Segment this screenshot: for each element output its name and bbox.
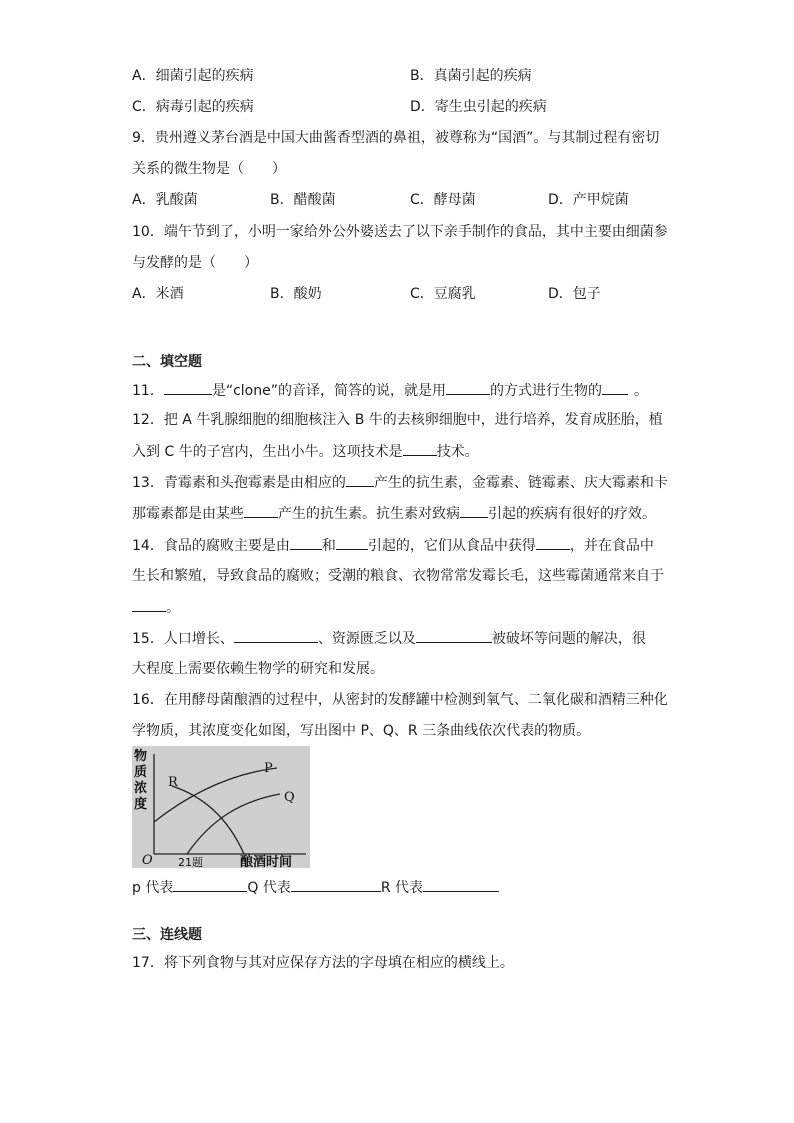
- q13-text-c: 那霉素都是由某些: [132, 506, 244, 522]
- q13-text-d: 产生的抗生素。抗生素对致病: [278, 506, 460, 522]
- q11-end: 。: [633, 383, 648, 399]
- q14-end: 。: [166, 600, 180, 616]
- curve-q-label: Q: [284, 790, 295, 805]
- q10-option-b: B．酸奶: [270, 286, 322, 302]
- q14-line2: 生长和繁殖，导致食品的腐败；受潮的粮食、衣物常常发霉长毛，这些霉菌通常来自于: [132, 568, 664, 584]
- q11-blank-2[interactable]: [446, 380, 490, 395]
- q15-text-a: 15．人口增长、: [132, 631, 234, 647]
- q14-line1: [132, 535, 654, 556]
- q8-option-b: B．真菌引起的疾病: [410, 68, 532, 84]
- q9-option-b: B．醋酸菌: [270, 192, 336, 208]
- q11-text-2: 是“clone”的音译，简答的说，就是用: [211, 383, 446, 399]
- concentration-graph-svg: [132, 746, 310, 868]
- q8-option-a: A．细菌引起的疾病: [132, 68, 254, 84]
- q8-option-d: D．寄生虫引起的疾病: [410, 99, 547, 115]
- q13-text-e: 引起的疾病有很好的疗效。: [488, 506, 656, 522]
- concentration-graph: [132, 746, 310, 868]
- y-label-char-2: 质: [134, 765, 148, 780]
- r-label: R 代表: [380, 880, 424, 896]
- q15-line2: 大程度上需要依赖生物学的研究和发展。: [132, 661, 384, 677]
- q14-text-c: 引起的，它们从食品中获得: [367, 538, 536, 554]
- q9-stem-line2: 关系的微生物是（ ）: [132, 161, 286, 177]
- q9-stem-line1: 9．贵州遵义茅台酒是中国大曲酱香型酒的鼻祖，被尊称为“国酒”。与其制过程有密切: [132, 130, 660, 146]
- q14-blank-1[interactable]: [290, 535, 322, 550]
- q9-option-a: A．乳酸菌: [132, 192, 198, 208]
- q-blank[interactable]: [291, 877, 381, 892]
- q8-option-c: C．病毒引起的疾病: [132, 99, 254, 115]
- q13-blank-1[interactable]: [346, 472, 374, 487]
- q17-stem: 17．将下列食物与其对应保存方法的字母填在相应的横线上。: [132, 955, 514, 971]
- q16-line1: 16．在用酵母菌酿酒的过程中，从密封的发酵罐中检测到氧气、二氧化碳和酒精三种化: [132, 692, 668, 708]
- q14-blank-3[interactable]: [536, 535, 570, 550]
- q16-line2: 学物质，其浓度变化如图，写出图中 P、Q、R 三条曲线依次代表的物质。: [132, 723, 591, 739]
- q15-blank-2[interactable]: [416, 628, 492, 643]
- q13-blank-3[interactable]: [460, 503, 488, 518]
- q13-text-a: 13．青霉素和头孢霉素是由相应的: [132, 475, 346, 491]
- y-label-char-1: 物: [134, 749, 148, 764]
- section-matching-title: 三、连线题: [132, 927, 202, 943]
- q14-text-a: 14．食品的腐败主要是由: [132, 538, 290, 554]
- x-axis-label: 酿酒时间: [240, 855, 293, 868]
- q12-line2: [132, 441, 479, 462]
- curve-q: [187, 794, 280, 854]
- q10-option-d: D．包子: [548, 286, 601, 302]
- q11-number: 11．: [132, 383, 164, 399]
- curve-p-label: P: [264, 761, 273, 776]
- section-fill-in-title: 二、填空题: [132, 354, 202, 370]
- q10-stem-line2: 与发酵的是（ ）: [132, 255, 258, 271]
- q10-option-a: A．米酒: [132, 286, 184, 302]
- q15-line1: [132, 628, 646, 649]
- curve-r-label: R: [168, 775, 178, 790]
- q14-line3: [132, 597, 180, 618]
- q14-blank-2[interactable]: [336, 535, 368, 550]
- q12-blank[interactable]: [403, 441, 437, 456]
- p-label: p 代表: [132, 880, 174, 896]
- q9-option-c: C．酵母菌: [410, 192, 476, 208]
- q11-blank-1[interactable]: [164, 380, 212, 395]
- q13-line1: [132, 472, 668, 493]
- q15-blank-1[interactable]: [234, 628, 318, 643]
- q13-blank-2[interactable]: [244, 503, 278, 518]
- q15-text-c: 被破坏等问题的解决，很: [491, 631, 646, 647]
- q14-text-b: 和: [321, 538, 336, 554]
- q9-option-d: D．产甲烷菌: [548, 192, 629, 208]
- q16-answer-line: [132, 877, 499, 898]
- q13-text-b: 产生的抗生素，金霉素、链霉素、庆大霉素和卡: [373, 475, 668, 491]
- q10-option-c: C．豆腐乳: [410, 286, 476, 302]
- q12-text-b: 技术。: [436, 444, 479, 460]
- y-label-char-3: 浓: [134, 781, 148, 796]
- q14-text-d: ，并在食品中: [569, 538, 654, 554]
- q12-line1: 12．把 A 牛乳腺细胞的细胞核注入 B 牛的去核卵细胞中，进行培养，发育成胚胎，植: [132, 412, 663, 428]
- curve-r: [172, 786, 244, 854]
- q10-stem-line1: 10．端午节到了，小明一家给外公外婆送去了以下亲手制作的食品，其中主要由细菌参: [132, 224, 668, 240]
- q15-text-b: 、资源匮乏以及: [317, 631, 416, 647]
- y-label-char-4: 度: [134, 797, 148, 812]
- p-blank[interactable]: [173, 877, 247, 892]
- q11-line: [132, 380, 648, 401]
- origin-label: O: [142, 853, 153, 868]
- q-label: Q 代表: [247, 880, 291, 896]
- q11-blank-3[interactable]: [602, 380, 628, 395]
- q11-text-3: 的方式进行生物的: [489, 383, 602, 399]
- r-blank[interactable]: [423, 877, 499, 892]
- q12-text-a: 入到 C 牛的子宫内，生出小牛。这项技术是: [132, 444, 403, 460]
- figure-caption: 21题: [178, 856, 203, 868]
- q13-line2: [132, 503, 656, 524]
- q14-blank-4[interactable]: [132, 597, 166, 612]
